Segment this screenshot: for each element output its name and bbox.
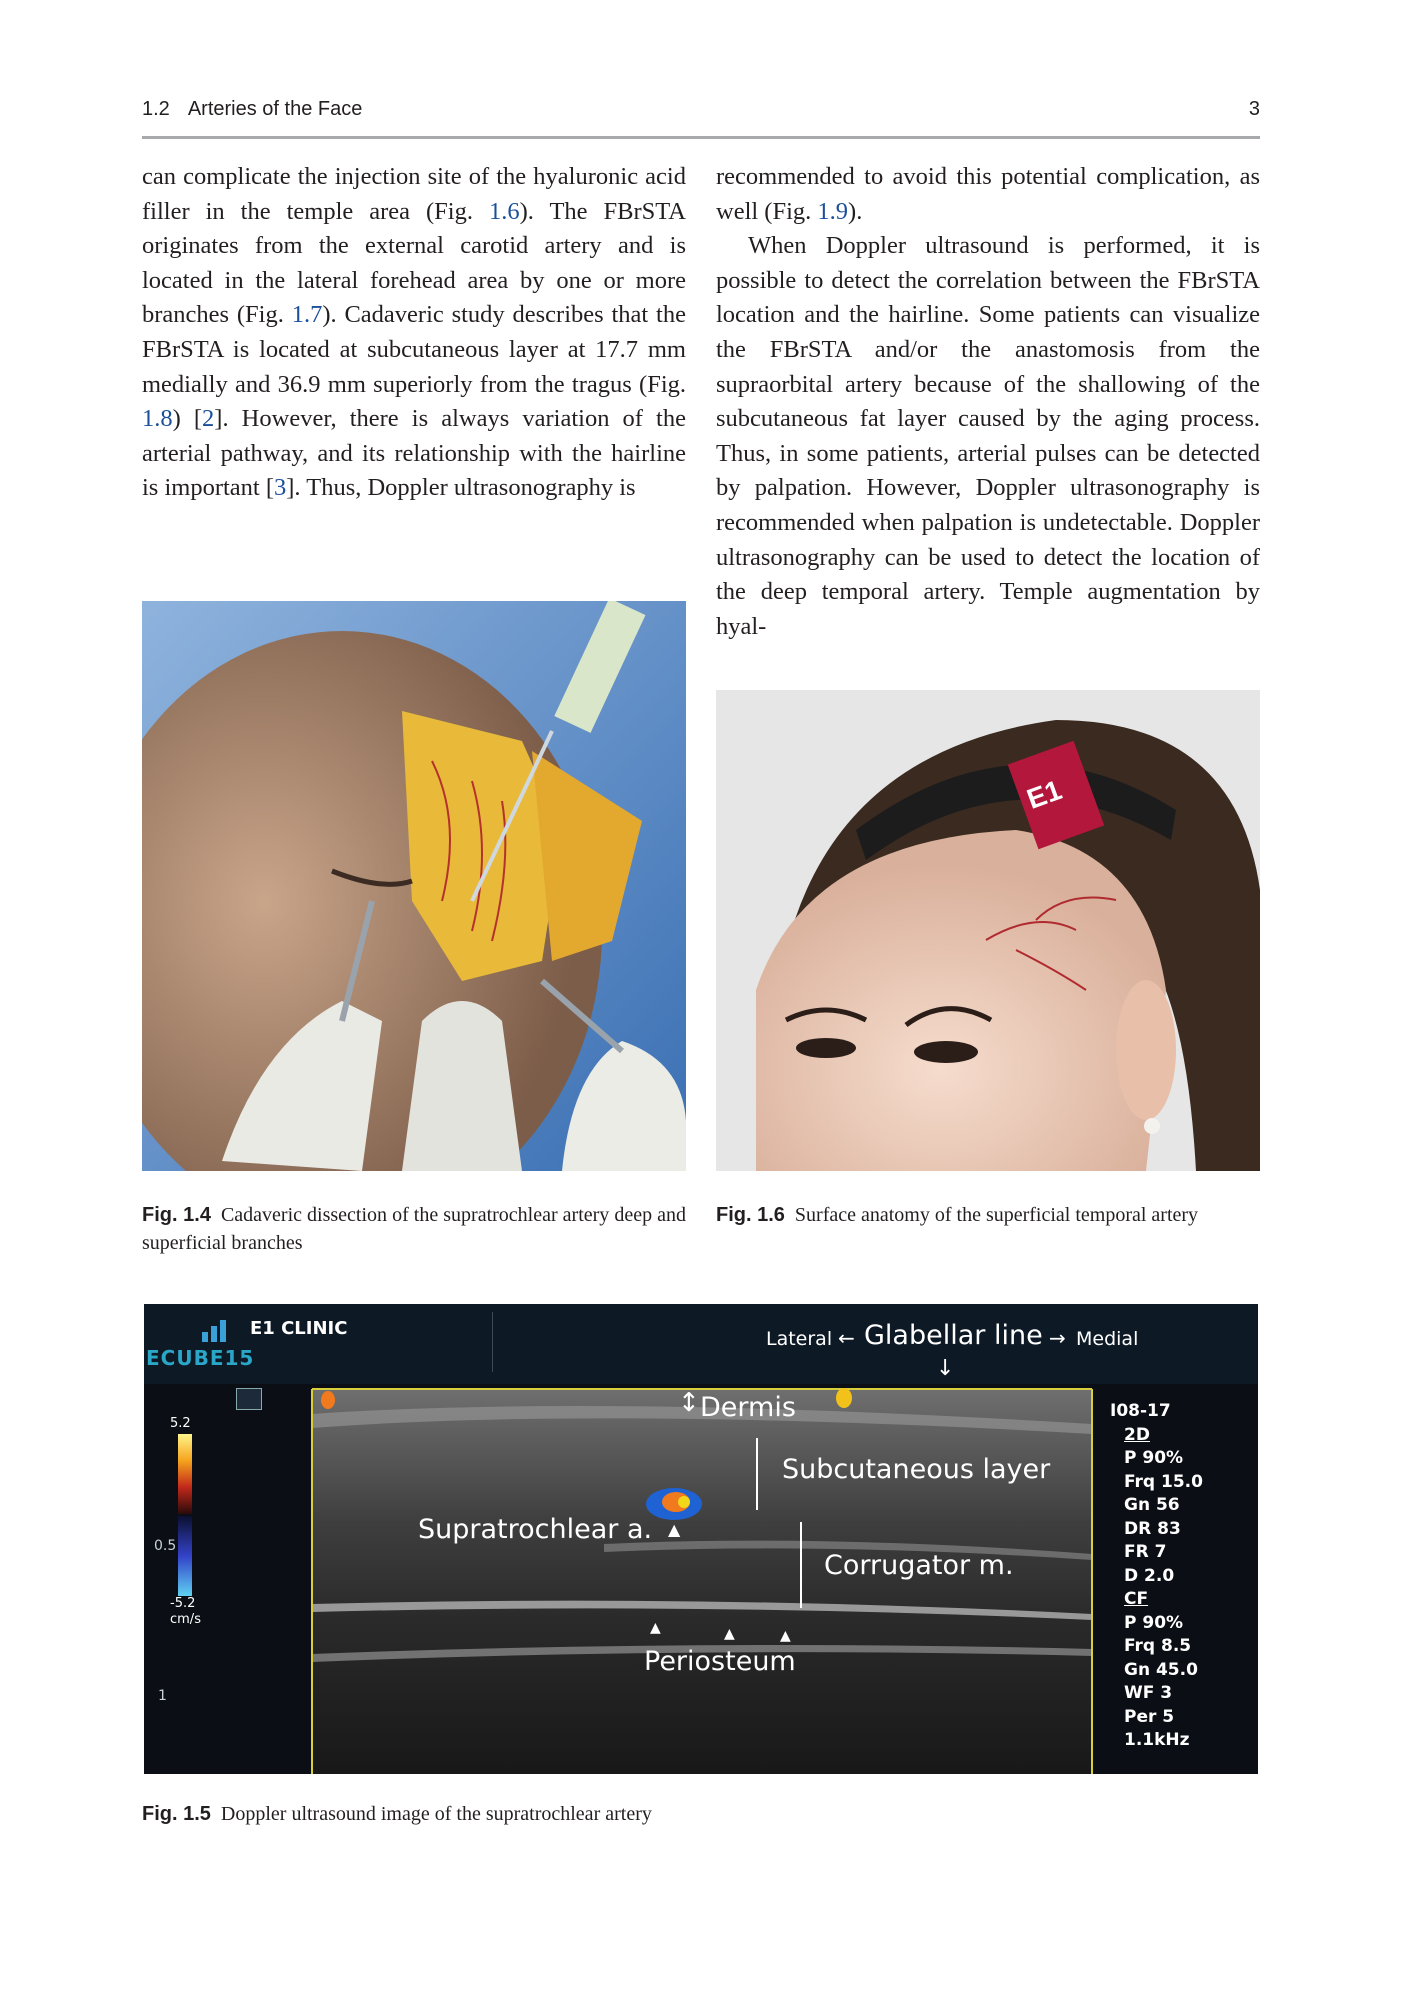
right-paragraph-2: When Doppler ultrasound is performed, it is possible to detect the correlation between the FBrSTA location and the hairline. Some patients can visualize the FBrSTA and/or the anastomosis from the supraorbital artery because of the shallowing of the subcutaneous fat layer caused by the aging process. Thus, in some patients, arterial pulses can be detected by palpation. However, Doppler ultrasonography is recommended when palpation is undetectable. Doppler ultrasonography can be used to detect the location of the deep temporal artery. Temple augmentation by hyal-	[716, 232, 1260, 640]
param: D 2.0	[1124, 1565, 1175, 1586]
figure-reference[interactable]: 1.9	[817, 197, 849, 225]
triangle-marker-icon: ▲	[650, 1620, 661, 1636]
param: Gn 56	[1124, 1495, 1180, 1515]
clinic-logo-icon	[202, 1320, 230, 1344]
param: 1.1kHz	[1124, 1730, 1190, 1750]
running-header	[142, 96, 1260, 139]
param: DR 83	[1124, 1518, 1181, 1539]
text-run: recommended to avoid this potential complication, as well (Fig.	[716, 163, 1260, 225]
corrugator-arrow	[800, 1522, 802, 1608]
figure-label: Fig. 1.4	[142, 1204, 211, 1226]
text-run: ]. However, there is always variation of the arterial pathway, and its relationship with the hairline is important [	[142, 405, 686, 502]
figure-1-5-caption	[142, 1800, 1042, 1828]
figure-1-6-photo	[716, 690, 1260, 1171]
depth-mark: 0.5	[154, 1538, 177, 1554]
figure-1-4-photo	[142, 601, 686, 1171]
section-number: 1.2	[142, 98, 170, 120]
orientation-glabellar: Glabellar line	[864, 1320, 1043, 1351]
caption-text: Cadaveric dissection of the supratrochlear artery deep and superficial branches	[142, 1204, 687, 1254]
figure-label: Fig. 1.6	[716, 1204, 785, 1226]
depth-mark: 1	[158, 1688, 167, 1704]
triangle-marker-icon: ▲	[668, 1520, 681, 1539]
orientation-medial: Medial	[1076, 1328, 1139, 1350]
headband-logo: E1	[1022, 774, 1066, 815]
scale-top: 5.2	[170, 1416, 191, 1431]
param-probe: I08-17	[1110, 1401, 1171, 1421]
param: P 90%	[1124, 1612, 1184, 1633]
triangle-marker-icon: ▲	[724, 1626, 735, 1642]
text-run: ).	[848, 197, 863, 225]
param: Frq 15.0	[1124, 1471, 1203, 1492]
label-dermis: Dermis	[700, 1392, 796, 1423]
scan-parameters	[1110, 1400, 1203, 1753]
ecube-logo: ECUBE15	[146, 1346, 255, 1370]
text-run: ). Cadaveric study describes that the FBrSTA is located at subcutaneous layer at 17.7 mm medially and 36.9 mm superiorly from the tragus (Fig.	[142, 301, 686, 398]
color-scale-negative	[178, 1516, 192, 1596]
param-mode-2d: 2D	[1124, 1424, 1150, 1445]
figure-reference[interactable]: 1.7	[291, 301, 323, 329]
clinic-name: E1 CLINIC	[250, 1318, 348, 1339]
section-title: Arteries of the Face	[187, 98, 363, 120]
woman-temple-image	[716, 690, 1260, 1171]
citation-reference[interactable]: 2	[202, 405, 215, 433]
param: P 90%	[1124, 1448, 1184, 1468]
page-number: 3	[1248, 98, 1260, 120]
orientation-lateral: Lateral	[766, 1328, 833, 1350]
right-column	[716, 160, 1260, 644]
text-run: ]. Thus, Doppler ultrasonography is	[286, 474, 636, 502]
param: FR 7	[1124, 1542, 1167, 1562]
figure-reference[interactable]: 1.6	[488, 197, 520, 225]
text-run: ). The FBrSTA originates from the external carotid artery and is located in the lateral forehead area by one or more branches (Fig.	[142, 197, 686, 329]
param-mode-cf: CF	[1124, 1589, 1149, 1609]
divider	[492, 1312, 493, 1372]
probe-orientation-icon	[236, 1388, 262, 1410]
figure-reference[interactable]: 1.8	[142, 405, 173, 433]
citation-reference[interactable]: 3	[274, 474, 287, 502]
scale-unit: cm/s	[170, 1612, 201, 1627]
param: Per 5	[1124, 1706, 1175, 1727]
param: Gn 45.0	[1124, 1659, 1198, 1680]
figure-1-5-ultrasound	[144, 1304, 1258, 1774]
label-subcutaneous: Subcutaneous layer	[782, 1454, 1051, 1485]
caption-text: Doppler ultrasound image of the supratrochlear artery	[220, 1803, 652, 1825]
arrow-updown-icon: ↕	[678, 1388, 700, 1418]
param: WF 3	[1124, 1683, 1173, 1703]
color-scale-positive	[178, 1434, 192, 1514]
ultrasound-image	[304, 1384, 1244, 1774]
figure-1-6-caption	[716, 1201, 1260, 1229]
arrow-right-icon: →	[1049, 1326, 1066, 1350]
subcutaneous-arrow	[756, 1438, 758, 1510]
arrow-down-icon: ↓	[936, 1356, 955, 1381]
left-column	[142, 160, 686, 506]
param: Frq 8.5	[1124, 1636, 1192, 1656]
cadaver-dissection-image	[142, 601, 686, 1171]
left-paragraph	[142, 160, 686, 506]
text-run: can complicate the injection site of the hyaluronic acid filler in the temple area (Fig.	[142, 163, 686, 225]
text-run: ) [	[172, 405, 203, 433]
figure-label: Fig. 1.5	[142, 1803, 211, 1825]
scale-bottom: -5.2	[170, 1596, 196, 1611]
arrow-left-icon: ←	[838, 1326, 855, 1350]
label-periosteum: Periosteum	[644, 1646, 796, 1677]
section-heading	[142, 98, 362, 121]
triangle-marker-icon: ▲	[780, 1628, 791, 1644]
figure-1-4-caption	[142, 1201, 686, 1257]
label-supratrochlear: Supratrochlear a.	[418, 1514, 653, 1545]
right-paragraph-1	[716, 160, 1260, 229]
caption-text: Surface anatomy of the superficial temporal artery	[794, 1204, 1199, 1226]
label-corrugator: Corrugator m.	[824, 1550, 1014, 1581]
